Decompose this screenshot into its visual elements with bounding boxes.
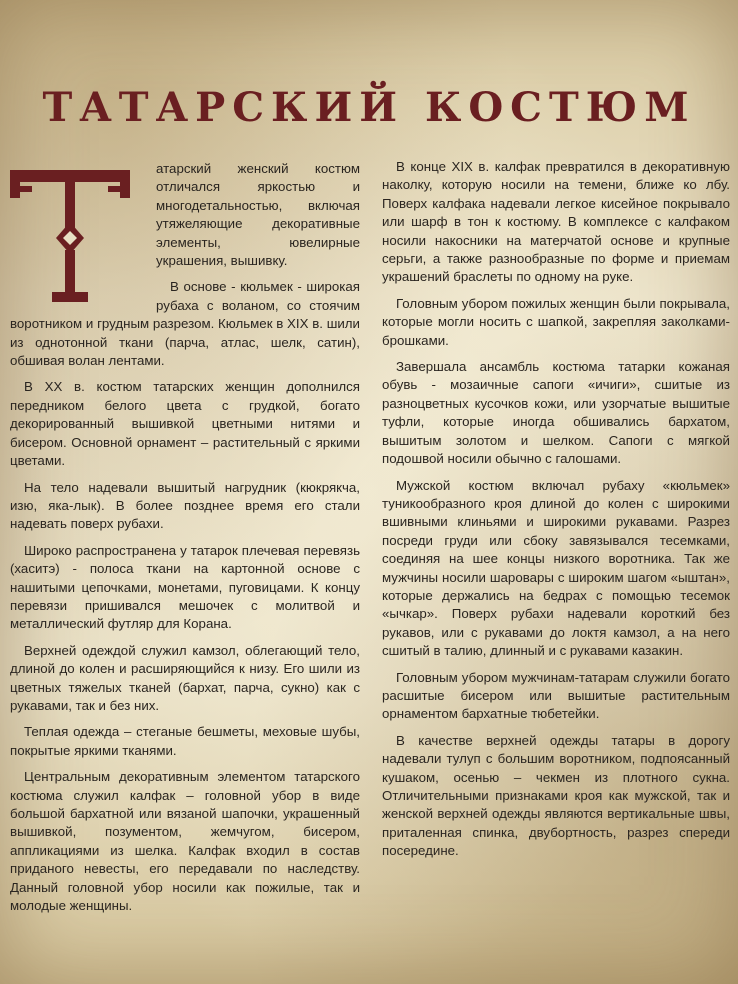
paragraph: На тело надевали вышитый нагрудник (кюкрякча, изю, яка-лык). В более позднее время его стали надевать поверх рубахи.: [10, 479, 360, 532]
paragraph: атарский женский костюм отличался яркостью и многодетальностью, включая утяжеляющие декоративные элементы, ювелирные украшения, вышивку.: [156, 161, 360, 269]
paragraph: Теплая одежда – стеганые бешметы, меховые шубы, покрытые яркими тканями.: [10, 724, 360, 758]
paragraph: В XX в. костюм татарских женщин дополнился передником белого цвета с грудкой, богато декорированный вышивкой цветными нитями и бисером. Основной орнамент – растительный с яркими цветами.: [10, 379, 360, 469]
paragraph: Головным убором пожилых женщин были покрывала, которые могли носить с шапкой, закрепляя заколками-брошками.: [382, 295, 730, 348]
paragraph: В основе - кюльмек - широкая рубаха с воланом, со стоячим воротником и грудным разрезом. Кюльмек в XIX в. шили из однотонной ткани (парча, атлас, шелк, сатин), обшивая волан лентами.: [10, 279, 360, 369]
paragraph: В конце XIX в. калфак превратился в декоративную наколку, которую носили на темени, ближе ко лбу. Поверх калфака надевали легкое кисейное покрывало или шарф в тон к костюму. В комплексе с калфаком носили накосники на матерчатой основе и крупные серьги, а также разнообразные по форме и приемам украшений браслеты по одному на руке.: [382, 159, 730, 285]
page-title: ТАТАРСКИЙ КОСТЮМ: [42, 84, 696, 131]
paragraph: Верхней одеждой служил камзол, облегающий тело, длиной до колен и расширяющийся к низу. Его шили из цветных тяжелых тканей (бархат, парча, сукно) как с рукавами, так и без них.: [10, 642, 360, 713]
paragraph: В качестве верхней одежды татары в дорогу надевали тулуп с большим воротником, подпоясанный кушаком, осенью – чекмен из плотного сукна. Отличительными признаками кроя как мужской, так и женской верхней одежды являются вертикальные швы, приталенная спинка, двубортность, разрез спереди посередине.: [382, 732, 730, 859]
paragraph: Завершала ансамбль костюма татарки кожаная обувь - мозаичные сапоги «ичиги», сшитые из разноцветных кусочков кожи, или узорчатые вышитые туфли, которые иногда обшивались бархатом, вышитым золотом и шелком. Сапоги с мягкой подошвой носили обычно с галошами.: [382, 359, 730, 467]
right-column: [382, 158, 730, 869]
paragraph: Широко распространена у татарок плечевая перевязь (хаситэ) - полоса ткани на картонной основе с нашитыми цепочками, монетами, пуговицами. К концу перевязи пришивался мешочек с молитвой и металлический футляр для Корана.: [10, 542, 360, 632]
paragraph: Центральным декоративным элементом татарского костюма служил калфак – головной убор в виде большой бархатной или вязаной шапочки, украшенный вышивкой, позументом, жемчугом, бисером, аппликациями из шелка. Калфак входил в состав приданого невесты, его передавали по наследству. Данный головной убор носили как пожилые, так и молодые женщины.: [10, 769, 360, 914]
dropcap-letter-ornament: [10, 160, 148, 310]
paragraph: Мужской костюм включал рубаху «кюльмек» туникообразного кроя длиной до колен с широкими вшивными клиньями и широкими рукавами. Разрез посреди груди или сбоку завязывался тесемками, соединяя на шее концы низкого воротника. Так же мужчины носили шаровары с широким шагом «ыштан», которые держались на бедрах с помощью тесемок «ычкар». Поверх рубахи надевали короткий без рукавов, или с рукавами до локтя камзол, а на него сшитый в талию, длинный и с рукавами казакин.: [382, 477, 730, 659]
left-column: [10, 160, 360, 923]
paragraph: Головным убором мужчинам-татарам служили богато расшитые бисером или вышитые растительным орнаментом бархатные тюбетейки.: [382, 669, 730, 722]
